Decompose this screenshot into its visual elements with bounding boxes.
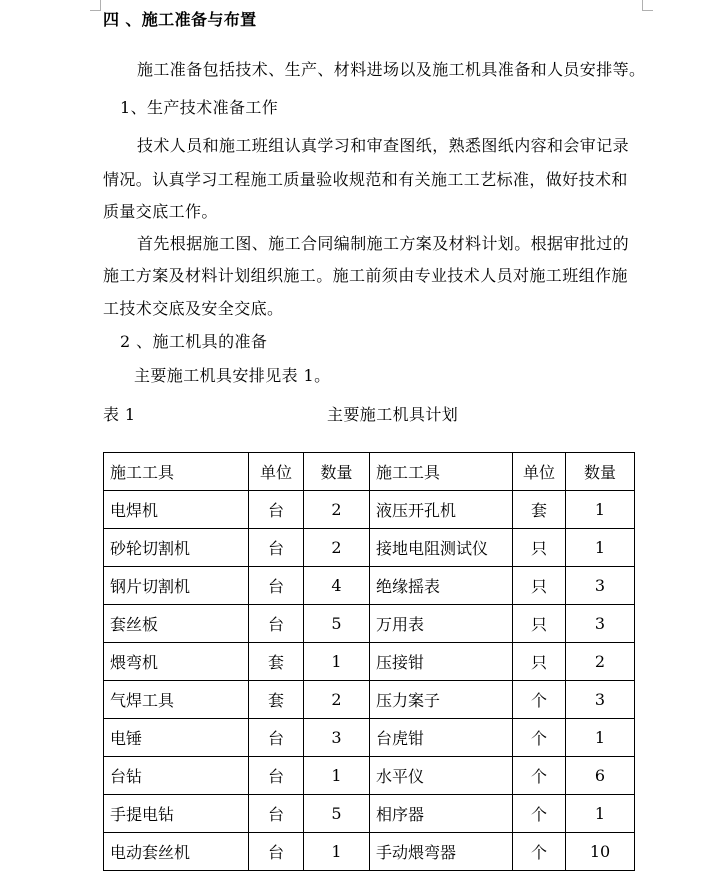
cell-qty-right: 1: [566, 529, 635, 567]
table-caption-title: 主要施工机具计划: [327, 405, 459, 424]
page-corner-mark-right: [642, 0, 653, 11]
cell-tool-right: 压力案子: [370, 681, 513, 719]
cell-qty-left: 1: [304, 643, 370, 681]
cell-tool-left: 台钻: [104, 757, 249, 795]
cell-tool-right: 相序器: [370, 795, 513, 833]
para1-line-3: 质量交底工作。: [103, 202, 218, 221]
cell-tool-left: 气焊工具: [104, 681, 249, 719]
intro-paragraph: 施工准备包括技术、生产、材料进场以及施工机具准备和人员安排等。: [137, 60, 646, 79]
para2-line-3: 工技术交底及安全交底。: [103, 299, 284, 318]
cell-tool-left: 手提电钻: [104, 795, 249, 833]
cell-tool-left: 砂轮切割机: [104, 529, 249, 567]
cell-qty-left: 5: [304, 795, 370, 833]
subsection-1-title: 1、生产技术准备工作: [120, 98, 279, 117]
cell-qty-right: 3: [566, 567, 635, 605]
cell-qty-right: 10: [566, 833, 635, 871]
cell-tool-left: 套丝板: [104, 605, 249, 643]
cell-qty-left: 1: [304, 757, 370, 795]
header-unit-right: 单位: [513, 453, 566, 491]
cell-unit-right: 只: [513, 643, 566, 681]
cell-unit-left: 台: [249, 605, 304, 643]
cell-qty-right: 1: [566, 491, 635, 529]
cell-qty-left: 4: [304, 567, 370, 605]
table-row: [104, 567, 635, 605]
cell-qty-left: 2: [304, 491, 370, 529]
cell-tool-left: 电动套丝机: [104, 833, 249, 871]
cell-unit-left: 台: [249, 491, 304, 529]
header-unit-left: 单位: [249, 453, 304, 491]
cell-qty-right: 6: [566, 757, 635, 795]
subsection-2-paragraph: 主要施工机具安排见表 1。: [134, 366, 331, 385]
cell-unit-left: 台: [249, 719, 304, 757]
equipment-table-body: [104, 453, 635, 871]
cell-tool-right: 绝缘摇表: [370, 567, 513, 605]
cell-qty-left: 2: [304, 529, 370, 567]
cell-tool-right: 接地电阻测试仪: [370, 529, 513, 567]
table-row: [104, 833, 635, 871]
cell-qty-right: 1: [566, 795, 635, 833]
cell-unit-right: 套: [513, 491, 566, 529]
cell-unit-right: 个: [513, 757, 566, 795]
cell-unit-right: 个: [513, 719, 566, 757]
table-row: [104, 795, 635, 833]
cell-unit-right: 个: [513, 833, 566, 871]
table-row: [104, 719, 635, 757]
table-row: [104, 681, 635, 719]
cell-unit-right: 个: [513, 681, 566, 719]
section-heading: 四 、施工准备与布置: [103, 10, 257, 29]
table-row: [104, 757, 635, 795]
cell-unit-left: 套: [249, 643, 304, 681]
para1-line-1: 技术人员和施工班组认真学习和审查图纸，熟悉图纸内容和会审记录: [137, 136, 630, 155]
equipment-table: [103, 452, 635, 871]
para2-line-2: 施工方案及材料计划组织施工。施工前须由专业技术人员对施工班组作施: [103, 266, 628, 285]
header-qty-left: 数量: [304, 453, 370, 491]
cell-qty-right: 1: [566, 719, 635, 757]
cell-unit-right: 个: [513, 795, 566, 833]
cell-unit-left: 台: [249, 529, 304, 567]
cell-unit-right: 只: [513, 567, 566, 605]
cell-qty-right: 3: [566, 605, 635, 643]
table-row: [104, 529, 635, 567]
cell-tool-right: 液压开孔机: [370, 491, 513, 529]
header-tool-left: 施工工具: [104, 453, 249, 491]
cell-tool-right: 水平仪: [370, 757, 513, 795]
para1-line-2: 情况。认真学习工程施工质量验收规范和有关施工工艺标准，做好技术和: [103, 170, 628, 189]
cell-tool-right: 压接钳: [370, 643, 513, 681]
cell-tool-right: 手动煨弯器: [370, 833, 513, 871]
cell-unit-left: 台: [249, 757, 304, 795]
table-caption-label: 表 1: [103, 405, 136, 424]
cell-unit-right: 只: [513, 605, 566, 643]
cell-unit-left: 台: [249, 795, 304, 833]
table-row: [104, 643, 635, 681]
header-tool-right: 施工工具: [370, 453, 513, 491]
subsection-2-title: 2 、施工机具的准备: [120, 332, 268, 351]
cell-unit-left: 台: [249, 833, 304, 871]
cell-unit-left: 套: [249, 681, 304, 719]
cell-tool-left: 钢片切割机: [104, 567, 249, 605]
cell-qty-left: 2: [304, 681, 370, 719]
para2-line-1: 首先根据施工图、施工合同编制施工方案及材料计划。根据审批过的: [137, 234, 630, 253]
cell-qty-left: 1: [304, 833, 370, 871]
cell-unit-right: 只: [513, 529, 566, 567]
cell-tool-left: 电锤: [104, 719, 249, 757]
cell-qty-right: 3: [566, 681, 635, 719]
header-qty-right: 数量: [566, 453, 635, 491]
table-row: [104, 605, 635, 643]
table-header-row: [104, 453, 635, 491]
table-row: [104, 491, 635, 529]
cell-tool-left: 煨弯机: [104, 643, 249, 681]
cell-tool-left: 电焊机: [104, 491, 249, 529]
page-corner-mark-left: [90, 0, 101, 11]
cell-qty-right: 2: [566, 643, 635, 681]
cell-tool-right: 台虎钳: [370, 719, 513, 757]
cell-qty-left: 3: [304, 719, 370, 757]
cell-qty-left: 5: [304, 605, 370, 643]
cell-unit-left: 台: [249, 567, 304, 605]
cell-tool-right: 万用表: [370, 605, 513, 643]
